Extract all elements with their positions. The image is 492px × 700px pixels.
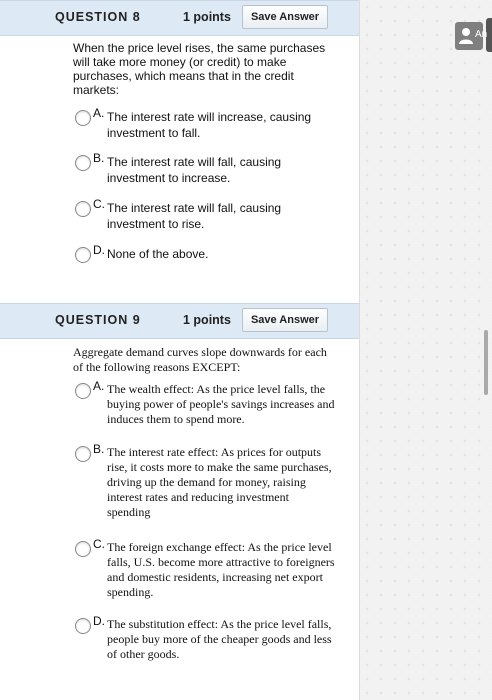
option-text: The wealth effect: As the price level falls, the buying power of people's savings increases and induces them to spend more. bbox=[107, 382, 335, 426]
question-9-option-b[interactable] bbox=[75, 444, 335, 524]
radio-button[interactable] bbox=[75, 155, 91, 171]
question-8-option-d[interactable] bbox=[75, 245, 335, 265]
option-letter: B. bbox=[93, 442, 105, 456]
page-background bbox=[360, 0, 492, 700]
option-letter: C. bbox=[93, 537, 105, 551]
question-8-points: 1 points bbox=[183, 10, 231, 24]
scrollbar-thumb[interactable] bbox=[484, 330, 488, 395]
radio-button[interactable] bbox=[75, 446, 91, 462]
radio-button[interactable] bbox=[75, 618, 91, 634]
radio-button[interactable] bbox=[75, 247, 91, 263]
question-9-option-c[interactable] bbox=[75, 539, 335, 603]
option-text: The interest rate will increase, causing investment to fall. bbox=[107, 110, 312, 140]
option-letter: B. bbox=[93, 151, 105, 165]
option-text: The substitution effect: As the price level falls, people buy more of the cheaper goods and less of other goods. bbox=[107, 617, 332, 661]
option-letter: C. bbox=[93, 197, 105, 211]
question-8-option-a[interactable] bbox=[75, 108, 335, 142]
radio-button[interactable] bbox=[75, 201, 91, 217]
person-icon[interactable] bbox=[455, 22, 488, 50]
option-text: The interest rate will fall, causing investment to increase. bbox=[107, 155, 282, 185]
option-letter: D. bbox=[93, 243, 105, 257]
radio-button[interactable] bbox=[75, 110, 91, 126]
question-8-title: QUESTION 8 bbox=[55, 10, 141, 24]
question-8-prompt: When the price level rises, the same purchases will take more money (or credit) to make purchases, which means that in the credit markets: bbox=[73, 41, 326, 97]
question-8-option-b[interactable] bbox=[75, 153, 335, 187]
option-letter: A. bbox=[93, 106, 105, 120]
option-text: The interest rate will fall, causing investment to rise. bbox=[107, 201, 282, 231]
question-9-save-button[interactable]: Save Answer bbox=[242, 308, 328, 332]
question-9-option-d[interactable] bbox=[75, 616, 335, 666]
option-text: The foreign exchange effect: As the price level falls, U.S. become more attractive to foreigners and domestic residents, increasing net export spending. bbox=[107, 540, 335, 599]
option-text: The interest rate effect: As prices for outputs rise, it costs more to make the same purchases, driving up the demand for money, raising interest rates and reducing investment spending bbox=[107, 445, 332, 519]
radio-button[interactable] bbox=[75, 383, 91, 399]
question-9-prompt: Aggregate demand curves slope downwards for each of the following reasons EXCEPT: bbox=[73, 345, 327, 374]
question-9-option-a[interactable] bbox=[75, 381, 335, 431]
side-icon-tag: An bbox=[475, 29, 488, 40]
question-8-header bbox=[0, 0, 359, 36]
option-letter: A. bbox=[93, 379, 105, 393]
question-9-title: QUESTION 9 bbox=[55, 313, 141, 327]
option-letter: D. bbox=[93, 614, 105, 628]
radio-button[interactable] bbox=[75, 541, 91, 557]
question-8-option-c[interactable] bbox=[75, 199, 335, 233]
question-9-header bbox=[0, 303, 359, 339]
question-9-points: 1 points bbox=[183, 313, 231, 327]
question-8-save-button[interactable]: Save Answer bbox=[242, 5, 328, 29]
option-text: None of the above. bbox=[107, 247, 209, 261]
